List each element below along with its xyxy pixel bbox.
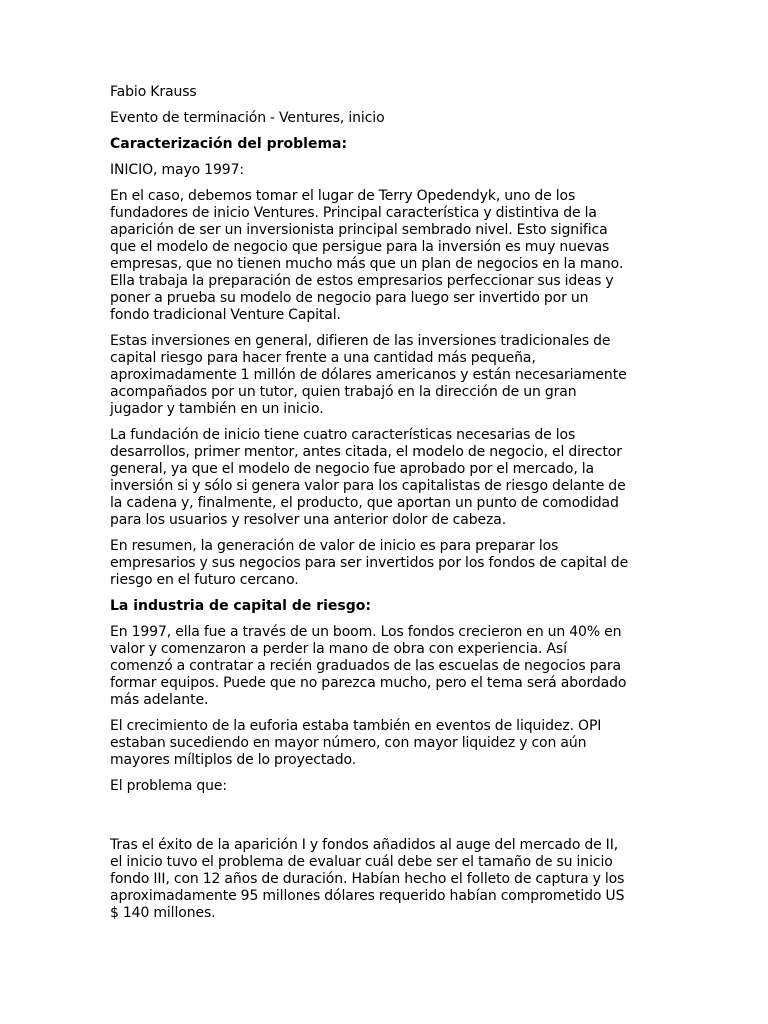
paragraph-5: En 1997, ella fue a través de un boom. Los fondos crecieron en un 40% en valor y comenzaron a perder la mano de obra con experiencia. Así comenzó a contratar a recién graduados de las escuelas de negocios para formar equipos. Puede que no parezca mucho, pero el tema será abordado más adelante.	[110, 624, 627, 708]
author-name: Fabio Krauss	[110, 84, 197, 100]
paragraph-8: Tras el éxito de la aparición I y fondos añadidos al auge del mercado de II, el inicio tuvo el problema de evaluar cuál debe ser el tamaño de su inicio fondo III, con 12 años de duración. Habían hecho el folleto de captura y los aproximadamente 95 millones dólares requerido habían comprometido US $ 140 millones.	[110, 837, 625, 921]
blank-space	[110, 804, 630, 837]
paragraph-1: En el caso, debemos tomar el lugar de Terry Opedendyk, uno de los fundadores de inicio Ventures. Principal característica y distintiva de la aparición de ser un inversionista principal sembrado nivel. Esto significa que el modelo de negocio que persigue para la inversión es muy nuevas empresas, que no tienen mucho más que un plan de negocios en la mano. Ella trabaja la preparación de estos empresarios perfeccionar sus ideas y poner a prueba su modelo de negocio para luego ser invertido por un fondo tradicional Venture Capital.	[110, 188, 624, 323]
paragraph-7: El problema que:	[110, 778, 228, 794]
paragraph-4: En resumen, la generación de valor de inicio es para preparar los empresarios y sus negocios para ser invertidos por los fondos de capital de riesgo en el futuro cercano.	[110, 538, 629, 588]
date-line: INICIO, mayo 1997:	[110, 162, 245, 178]
paragraph-2: Estas inversiones en general, difieren de las inversiones tradicionales de capital riesgo para hacer frente a una cantidad más pequeña, aproximadamente 1 millón de dólares americanos y están necesariamente acompañados por un tutor, quien trabajó en la dirección de un gran jugador y también en un inicio.	[110, 333, 627, 417]
section-heading-industry: La industria de capital de riesgo:	[110, 598, 371, 614]
section-heading-problem: Caracterización del problema:	[110, 136, 348, 152]
paragraph-3: La fundación de inicio tiene cuatro características necesarias de los desarrollos, primer mentor, antes citada, el modelo de negocio, el director general, ya que el modelo de negocio fue aprobado por el mercado, la inversión si y sólo si genera valor para los capitalistas de riesgo delante de la cadena y, finalmente, el producto, que aportan un punto de comodidad para los usuarios y resolver una anterior dolor de cabeza.	[110, 427, 626, 528]
paragraph-6: El crecimiento de la euforia estaba también en eventos de liquidez. OPI estaban sucediendo en mayor número, con mayor liquidez y con aún mayores míltiplos de lo proyectado.	[110, 718, 602, 768]
document-subtitle: Evento de terminación - Ventures, inicio	[110, 110, 385, 126]
document-page	[110, 84, 630, 931]
